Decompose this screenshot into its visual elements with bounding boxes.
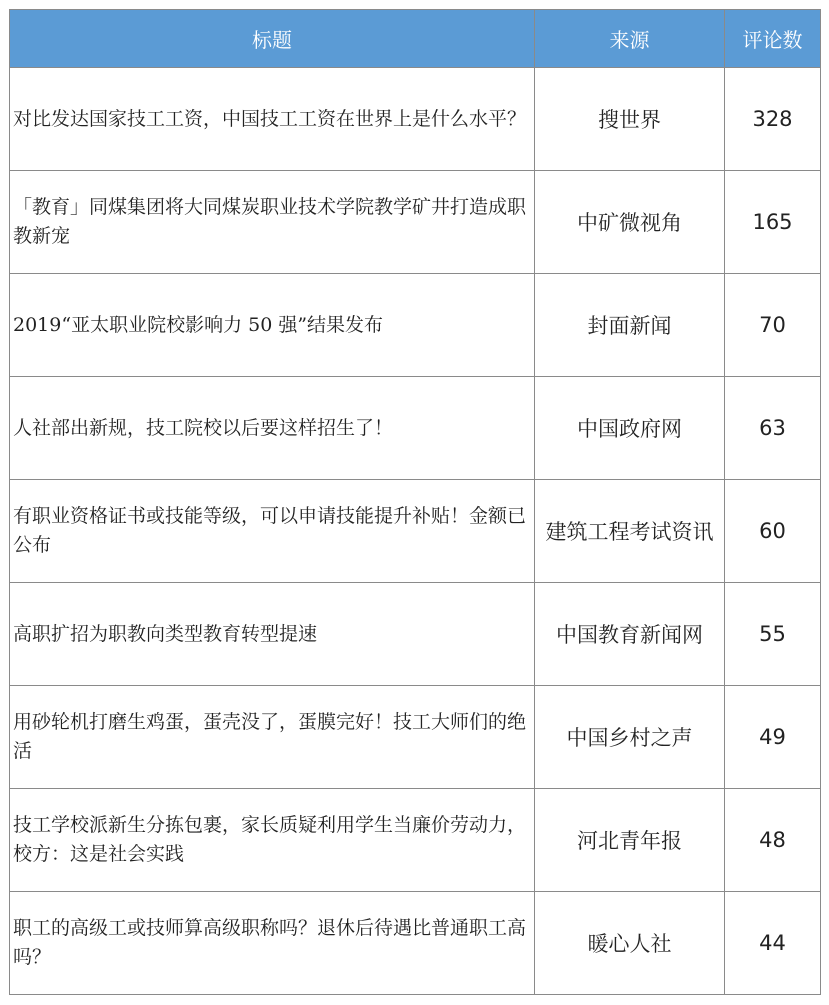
cell-source: 暖心人社 xyxy=(535,892,725,995)
table-row xyxy=(10,686,821,789)
table-header xyxy=(10,10,821,68)
cell-comments: 328 xyxy=(725,68,821,171)
cell-source: 封面新闻 xyxy=(535,274,725,377)
cell-source: 河北青年报 xyxy=(535,789,725,892)
cell-comments: 70 xyxy=(725,274,821,377)
cell-comments: 63 xyxy=(725,377,821,480)
cell-source: 中国政府网 xyxy=(535,377,725,480)
column-header-comments: 评论数 xyxy=(725,10,821,68)
cell-title: 2019“亚太职业院校影响力 50 强”结果发布 xyxy=(10,274,535,377)
cell-title: 「教育」同煤集团将大同煤炭职业技术学院教学矿井打造成职教新宠 xyxy=(10,171,535,274)
cell-title: 职工的高级工或技师算高级职称吗？退休后待遇比普通职工高吗？ xyxy=(10,892,535,995)
cell-source: 中国乡村之声 xyxy=(535,686,725,789)
cell-source: 建筑工程考试资讯 xyxy=(535,480,725,583)
cell-comments: 165 xyxy=(725,171,821,274)
news-comments-table xyxy=(9,9,821,995)
cell-source: 中国教育新闻网 xyxy=(535,583,725,686)
cell-comments: 55 xyxy=(725,583,821,686)
news-table-container xyxy=(9,9,820,995)
table-row xyxy=(10,171,821,274)
table-row xyxy=(10,377,821,480)
cell-comments: 49 xyxy=(725,686,821,789)
table-row xyxy=(10,480,821,583)
table-row xyxy=(10,789,821,892)
table-row xyxy=(10,274,821,377)
column-header-source: 来源 xyxy=(535,10,725,68)
cell-comments: 60 xyxy=(725,480,821,583)
cell-title: 人社部出新规，技工院校以后要这样招生了！ xyxy=(10,377,535,480)
cell-comments: 48 xyxy=(725,789,821,892)
cell-title: 高职扩招为职教向类型教育转型提速 xyxy=(10,583,535,686)
column-header-title: 标题 xyxy=(10,10,535,68)
table-body xyxy=(10,68,821,995)
cell-title: 技工学校派新生分拣包裹，家长质疑利用学生当廉价劳动力，校方：这是社会实践 xyxy=(10,789,535,892)
cell-source: 搜世界 xyxy=(535,68,725,171)
header-row xyxy=(10,10,821,68)
cell-title: 用砂轮机打磨生鸡蛋，蛋壳没了，蛋膜完好！技工大师们的绝活 xyxy=(10,686,535,789)
cell-comments: 44 xyxy=(725,892,821,995)
cell-title: 对比发达国家技工工资，中国技工工资在世界上是什么水平？ xyxy=(10,68,535,171)
cell-source: 中矿微视角 xyxy=(535,171,725,274)
table-row xyxy=(10,68,821,171)
table-row xyxy=(10,892,821,995)
cell-title: 有职业资格证书或技能等级，可以申请技能提升补贴！金额已公布 xyxy=(10,480,535,583)
table-row xyxy=(10,583,821,686)
